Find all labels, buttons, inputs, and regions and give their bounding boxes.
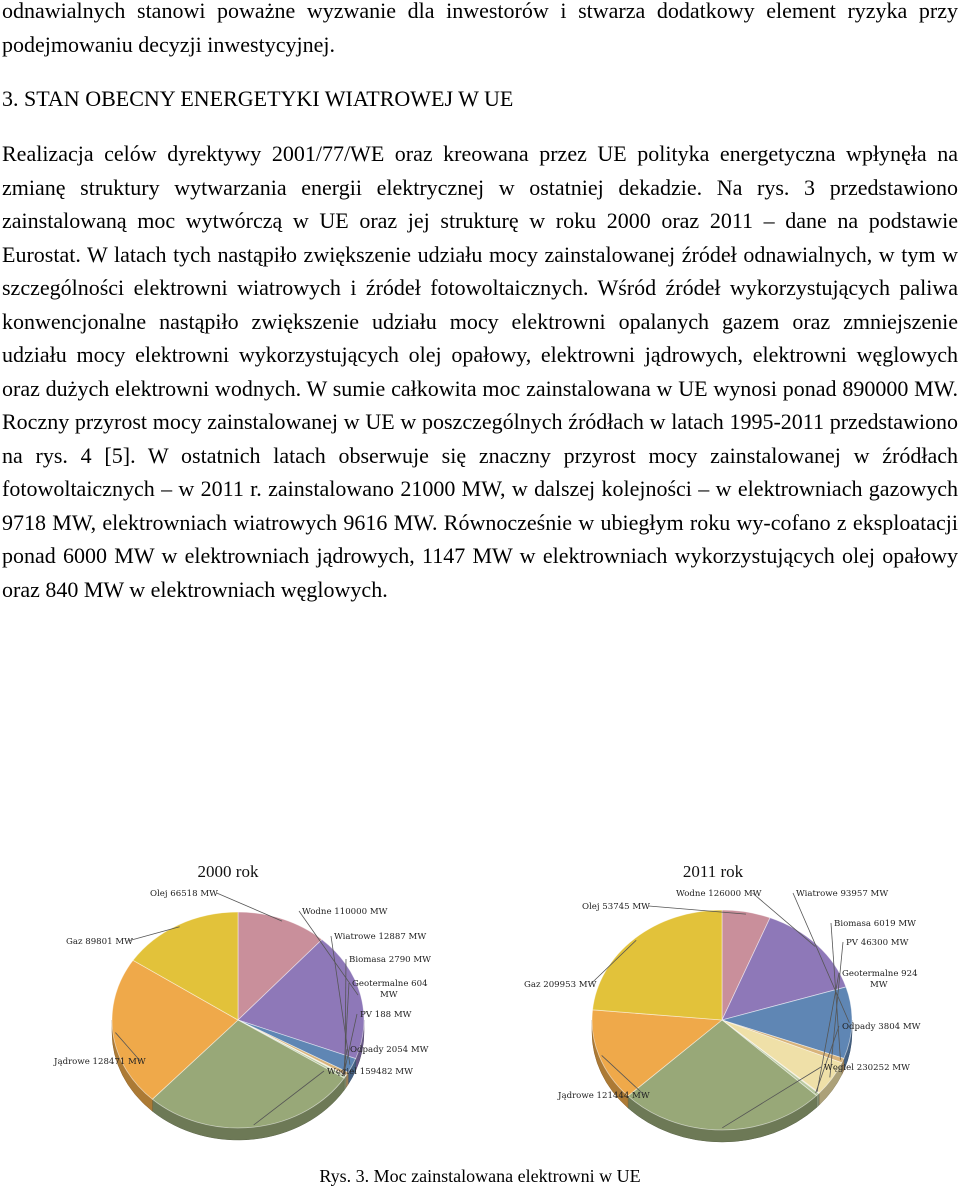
pie-chart-2000-svg (0, 852, 478, 1144)
pie-chart-2000 (0, 852, 478, 1144)
slice-label-2: Wiatrowe 12887 MW (334, 932, 427, 942)
figure-caption: Rys. 3. Moc zainstalowana elektrowni w UE (319, 1166, 641, 1186)
pie-slice-9 (593, 910, 722, 1020)
slice-label-7: Węgiel 230252 MW (824, 1063, 910, 1073)
slice-label-3: Biomasa 2790 MW (349, 955, 432, 965)
chart-title: 2000 rok (197, 862, 259, 881)
slice-label-5: Geotermalne 924 MW (842, 969, 918, 990)
slice-label-2: Wiatrowe 93957 MW (796, 889, 889, 899)
slice-label-1: Wodne 110000 MW (302, 907, 388, 917)
slice-label-4: Geotermalne 604 MW (352, 979, 428, 1000)
slice-label-5: PV 188 MW (360, 1010, 412, 1020)
slice-label-9: Gaz 209953 MW (524, 980, 597, 990)
slice-label-9: Gaz 89801 MW (66, 937, 133, 947)
slice-label-8: Jądrowe 128471 MW (54, 1057, 146, 1067)
figure-pie-charts (0, 852, 960, 1144)
pie-chart-2011 (478, 852, 960, 1144)
slice-label-4: PV 46300 MW (846, 938, 909, 948)
slice-label-8: Jądrowe 121444 MW (558, 1091, 650, 1101)
slice-label-1: Wodne 126000 MW (676, 889, 762, 899)
main-paragraph: Realizacja celów dyrektywy 2001/77/WE oraz kreowana przez UE polityka energetyczna wpłynęła na zmianę struktury wytwarzania energii elektrycznej w ostatniej dekadzie. Na rys. 3 przedstawiono zainstalowaną moc wytwórczą w UE oraz jej strukturę w roku 2000 oraz 2011 – dane na podstawie Eurostat. W latach tych nastąpiło zwiększenie udziału mocy zainstalowanej źródeł odnawialnych, w tym w szczególności elektrowni wiatrowych i źródeł fotowoltaicznych. Wśród źródeł wykorzystujących paliwa konwencjonalne nastąpiło zwiększenie udziału mocy elektrowni opalanych gazem oraz zmniejszenie udziału mocy elektrowni wykorzystujących olej opałowy, elektrowni jądrowych, elektrowni węglowych oraz dużych elektrowni wodnych. W sumie całkowita moc zainstalowana w UE wynosi ponad 890000 MW. Roczny przyrost mocy zainstalowanej w UE w poszczególnych źródłach w latach 1995-2011 przedstawiono na rys. 4 [5]. W ostatnich latach obserwuje się znaczny przyrost mocy zainstalowanej w źródłach fotowoltaicznych – w 2011 r. zainstalowano 21000 MW, w dalszej kolejności – w elektrowniach gazowych 9718 MW, elektrowniach wiatrowych 9616 MW. Równocześnie w ubiegłym roku wy-cofano z eksploatacji ponad 6000 MW w elektrowniach jądrowych, 1147 MW w elektrowniach wykorzystujących olej opałowy oraz 840 MW w elektrowniach węglowych. (2, 141, 958, 602)
slice-label-7: Węgiel 159482 MW (327, 1067, 413, 1077)
slice-label-0: Olej 53745 MW (582, 902, 650, 912)
slice-label-6: Odpady 2054 MW (350, 1045, 429, 1055)
section-heading: 3. STAN OBECNY ENERGETYKI WIATROWEJ W UE (2, 86, 514, 111)
slice-label-0: Olej 66518 MW (150, 889, 218, 899)
slice-label-6: Odpady 3804 MW (842, 1022, 921, 1032)
intro-paragraph: odnawialnych stanowi poważne wyzwanie dla inwestorów i stwarza dodatkowy element ryzyka przy podejmowaniu decyzji inwestycyjnej. (2, 0, 958, 57)
slice-label-3: Biomasa 6019 MW (834, 919, 917, 929)
chart-title: 2011 rok (682, 862, 744, 881)
pie-slices (112, 912, 364, 1128)
pie-chart-2011-svg (478, 852, 960, 1144)
